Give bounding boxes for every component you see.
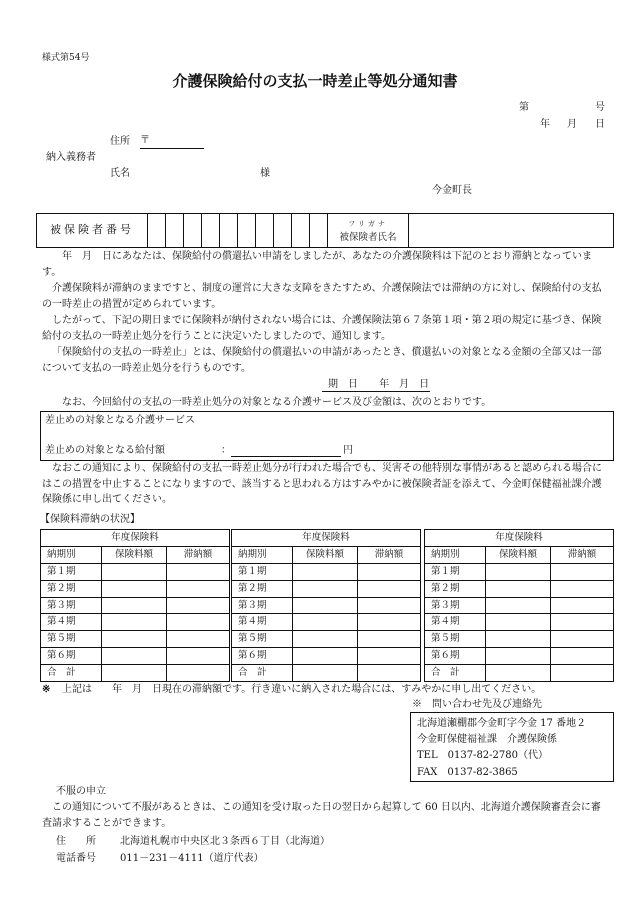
period-label: 第２期 xyxy=(41,580,102,597)
total-label: 合 計 xyxy=(232,665,293,682)
period-label: 第３期 xyxy=(232,597,293,614)
premium-amount-cell xyxy=(102,597,167,614)
postal-field xyxy=(140,134,204,149)
appeal-phone: 011－231－4111（道庁代表） xyxy=(120,853,264,864)
premium-amount-cell xyxy=(293,597,358,614)
insured-name-label: 被保険者氏名 xyxy=(339,231,397,243)
premium-amount-cell xyxy=(486,614,551,631)
insured-number-digit xyxy=(220,214,238,248)
date-year: 年 xyxy=(540,119,550,130)
premium-table-header: 年度保険料 xyxy=(425,530,614,547)
table-row xyxy=(425,580,614,597)
body-paragraph-5: なお、今回給付の支払の一時差止処分の対象となる介護サービス及び金額は、次のとおりです。 xyxy=(62,397,492,408)
premium-amount-cell xyxy=(486,597,551,614)
appeal-address: 北海道札幌市中央区北３条西６丁目（北海道） xyxy=(120,836,330,847)
premium-table-1 xyxy=(40,529,230,682)
arrears-cell xyxy=(551,614,614,631)
body-paragraph-6: なおこの通知により、保険給付の支払一時差止処分が行われた場合でも、災害その他特別な事情があると認められる場合にはこの措置を中止することになりますので、該当すると思われる方はすみやかに被保険者証を添えて、今金町保健福祉課介護保険係に申し出てください。 xyxy=(42,463,602,505)
body-paragraph-2: 介護保険料が滞納のままですと、制度の運営に大きな支障をきたすため、介護保険法では滞納の方に対し、保険給付の支払の一時差止の措置が定められています。 xyxy=(42,283,602,310)
premium-amount-cell xyxy=(102,631,167,648)
obligor-label: 納入義務者 xyxy=(46,152,96,163)
services-box xyxy=(40,411,614,461)
form-number: 様式第54号 xyxy=(42,53,90,63)
table-row xyxy=(425,665,614,682)
premium-table-header: 年度保険料 xyxy=(41,530,230,547)
period-label: 第１期 xyxy=(425,563,486,580)
table-row xyxy=(232,580,421,597)
honorific: 様 xyxy=(260,168,270,179)
col-header: 保険料額 xyxy=(102,546,167,563)
arrears-cell xyxy=(551,665,614,682)
contact-fax: FAX 0137-82-3865 xyxy=(417,766,518,778)
period-label: 第３期 xyxy=(41,597,102,614)
arrears-cell xyxy=(167,614,230,631)
insured-name-label-cell xyxy=(328,214,409,248)
insured-number-digit xyxy=(274,214,292,248)
arrears-cell xyxy=(358,563,421,580)
arrears-cell xyxy=(167,631,230,648)
body-paragraph-1: 年 月 日にあなたは、保険給付の償還払い申請をしましたが、あなたの介護保険料は下記のとおり滞納となっています。 xyxy=(42,251,592,278)
period-label: 第６期 xyxy=(425,648,486,665)
table-row xyxy=(425,597,614,614)
contact-tel: TEL 0137-82-2780（代） xyxy=(417,750,548,762)
issuer: 今金町長 xyxy=(432,185,472,196)
insured-number-digit xyxy=(184,214,202,248)
date-month: 月 xyxy=(567,119,577,130)
insured-number-label: 被保険者番号 xyxy=(37,214,148,248)
note-mark: ※ xyxy=(42,684,51,695)
total-label: 合 計 xyxy=(41,665,102,682)
doc-number-suffix: 号 xyxy=(595,102,605,113)
arrears-cell xyxy=(358,597,421,614)
table-row xyxy=(232,665,421,682)
arrears-cell xyxy=(358,665,421,682)
premium-amount-cell xyxy=(293,563,358,580)
premium-table-3 xyxy=(424,529,614,682)
period-label: 第２期 xyxy=(232,580,293,597)
arrears-cell xyxy=(551,631,614,648)
premium-amount-cell xyxy=(102,648,167,665)
date-day: 日 xyxy=(595,119,605,130)
insured-number-digit xyxy=(238,214,256,248)
premium-amount-cell xyxy=(486,580,551,597)
period-label: 第３期 xyxy=(425,597,486,614)
premium-table-header: 年度保険料 xyxy=(232,530,421,547)
table-row xyxy=(41,648,230,665)
period-label: 第１期 xyxy=(41,563,102,580)
contact-box xyxy=(410,712,614,782)
col-header: 納期別 xyxy=(41,546,102,563)
contact-address: 北海道瀬棚郡今金町字今金 17 番地２ xyxy=(417,718,587,729)
table-row xyxy=(232,563,421,580)
arrears-cell xyxy=(167,597,230,614)
premium-amount-cell xyxy=(293,665,358,682)
appeal-text: この通知について不服があるときは、この通知を受け取った日の翌日から起算して 60 日以内、北海道介護保険審査会に審査請求することができます。 xyxy=(42,802,601,829)
arrears-cell xyxy=(358,614,421,631)
arrears-cell xyxy=(358,580,421,597)
table-row xyxy=(232,597,421,614)
period-label: 第５期 xyxy=(41,631,102,648)
service-label: 差止めの対象となる介護サービス xyxy=(45,415,195,426)
table-row xyxy=(41,580,230,597)
premium-amount-cell xyxy=(102,665,167,682)
table-row xyxy=(41,665,230,682)
period-label: 第６期 xyxy=(232,648,293,665)
postal-mark: 〒 xyxy=(140,135,150,146)
total-label: 合 計 xyxy=(425,665,486,682)
table-row xyxy=(41,631,230,648)
body-paragraph-3: したがって、下記の期日までに保険料が納付されない場合には、介護保険法第６７条第１項・第２項の規定に基づき、保険給付の支払の一時差止処分を行うことに決定いたしましたので、通知します。 xyxy=(42,315,602,342)
insured-number-digit xyxy=(292,214,310,248)
contact-dept: 今金町保健福祉課 介護保険係 xyxy=(417,734,557,746)
amount-field xyxy=(231,443,341,457)
arrears-cell xyxy=(167,648,230,665)
amount-yen: 円 xyxy=(343,445,353,456)
amount-colon: ： xyxy=(221,445,231,456)
premium-amount-cell xyxy=(486,648,551,665)
insured-number-digit xyxy=(202,214,220,248)
page-title: 介護保険給付の支払一時差止等処分通知書 xyxy=(172,72,458,90)
arrears-cell xyxy=(167,665,230,682)
premium-amount-cell xyxy=(293,614,358,631)
insured-number-digit xyxy=(256,214,274,248)
premium-amount-cell xyxy=(486,563,551,580)
insured-number-table xyxy=(36,213,614,248)
deadline-date: 年 月 日 xyxy=(379,379,430,390)
period-label: 第４期 xyxy=(41,614,102,631)
period-label: 第４期 xyxy=(425,614,486,631)
arrears-cell xyxy=(551,580,614,597)
col-header: 滞納額 xyxy=(167,546,230,563)
table-row xyxy=(41,563,230,580)
premium-amount-cell xyxy=(486,631,551,648)
period-label: 第６期 xyxy=(41,648,102,665)
period-label: 第１期 xyxy=(232,563,293,580)
table-row xyxy=(425,563,614,580)
col-header: 保険料額 xyxy=(293,546,358,563)
table-row xyxy=(425,614,614,631)
insured-name-value xyxy=(409,214,614,248)
arrears-cell xyxy=(551,597,614,614)
appeal-title: 不服の申立 xyxy=(56,786,106,797)
arrears-cell xyxy=(167,580,230,597)
period-label: 第５期 xyxy=(425,631,486,648)
premium-amount-cell xyxy=(293,648,358,665)
insured-number-digit xyxy=(310,214,328,248)
period-label: 第２期 xyxy=(425,580,486,597)
premium-amount-cell xyxy=(293,631,358,648)
table-row xyxy=(41,614,230,631)
col-header: 納期別 xyxy=(232,546,293,563)
arrears-cell xyxy=(551,648,614,665)
insured-number-digit xyxy=(148,214,166,248)
contact-heading: ※ 問い合わせ先及び連絡先 xyxy=(412,699,542,710)
arrears-cell xyxy=(358,648,421,665)
table-row xyxy=(41,597,230,614)
table-row xyxy=(425,648,614,665)
arrears-cell xyxy=(167,563,230,580)
appeal-address-label: 住 所 xyxy=(56,836,96,847)
premium-section-title: 【保険料滞納の状況】 xyxy=(40,514,140,525)
body-paragraph-4: 「保険給付の支払の一時差止」とは、保険給付の償還払いの申請があったとき、償還払いの対象となる金額の全部又は一部について支払の一時差止処分を行うものです。 xyxy=(42,347,602,374)
doc-number-prefix: 第 xyxy=(519,102,529,113)
deadline-line xyxy=(322,378,430,392)
insured-number-digit xyxy=(166,214,184,248)
name-label: 氏名 xyxy=(110,168,130,179)
table-row xyxy=(232,614,421,631)
premium-amount-cell xyxy=(102,614,167,631)
table-row xyxy=(232,648,421,665)
premium-table-2 xyxy=(231,529,421,682)
col-header: 保険料額 xyxy=(486,546,551,563)
table-row xyxy=(232,631,421,648)
arrears-cell xyxy=(551,563,614,580)
premium-amount-cell xyxy=(102,580,167,597)
col-header: 滞納額 xyxy=(551,546,614,563)
premium-amount-cell xyxy=(102,563,167,580)
table-row xyxy=(425,631,614,648)
period-label: 第４期 xyxy=(232,614,293,631)
col-header: 滞納額 xyxy=(358,546,421,563)
col-header: 納期別 xyxy=(425,546,486,563)
premium-amount-cell xyxy=(486,665,551,682)
note-text: 上記は 年 月 日現在の滞納額です。行き違いに納入された場合には、すみやかに申し出てください。 xyxy=(62,684,542,695)
deadline-label: 期 日 xyxy=(328,379,358,390)
address-label: 住所 xyxy=(110,136,130,147)
appeal-phone-label: 電話番号 xyxy=(56,853,96,864)
amount-label: 差止めの対象となる給付額 xyxy=(45,445,165,456)
arrears-cell xyxy=(358,631,421,648)
furigana-label: フリガナ xyxy=(348,219,388,228)
period-label: 第５期 xyxy=(232,631,293,648)
premium-amount-cell xyxy=(293,580,358,597)
